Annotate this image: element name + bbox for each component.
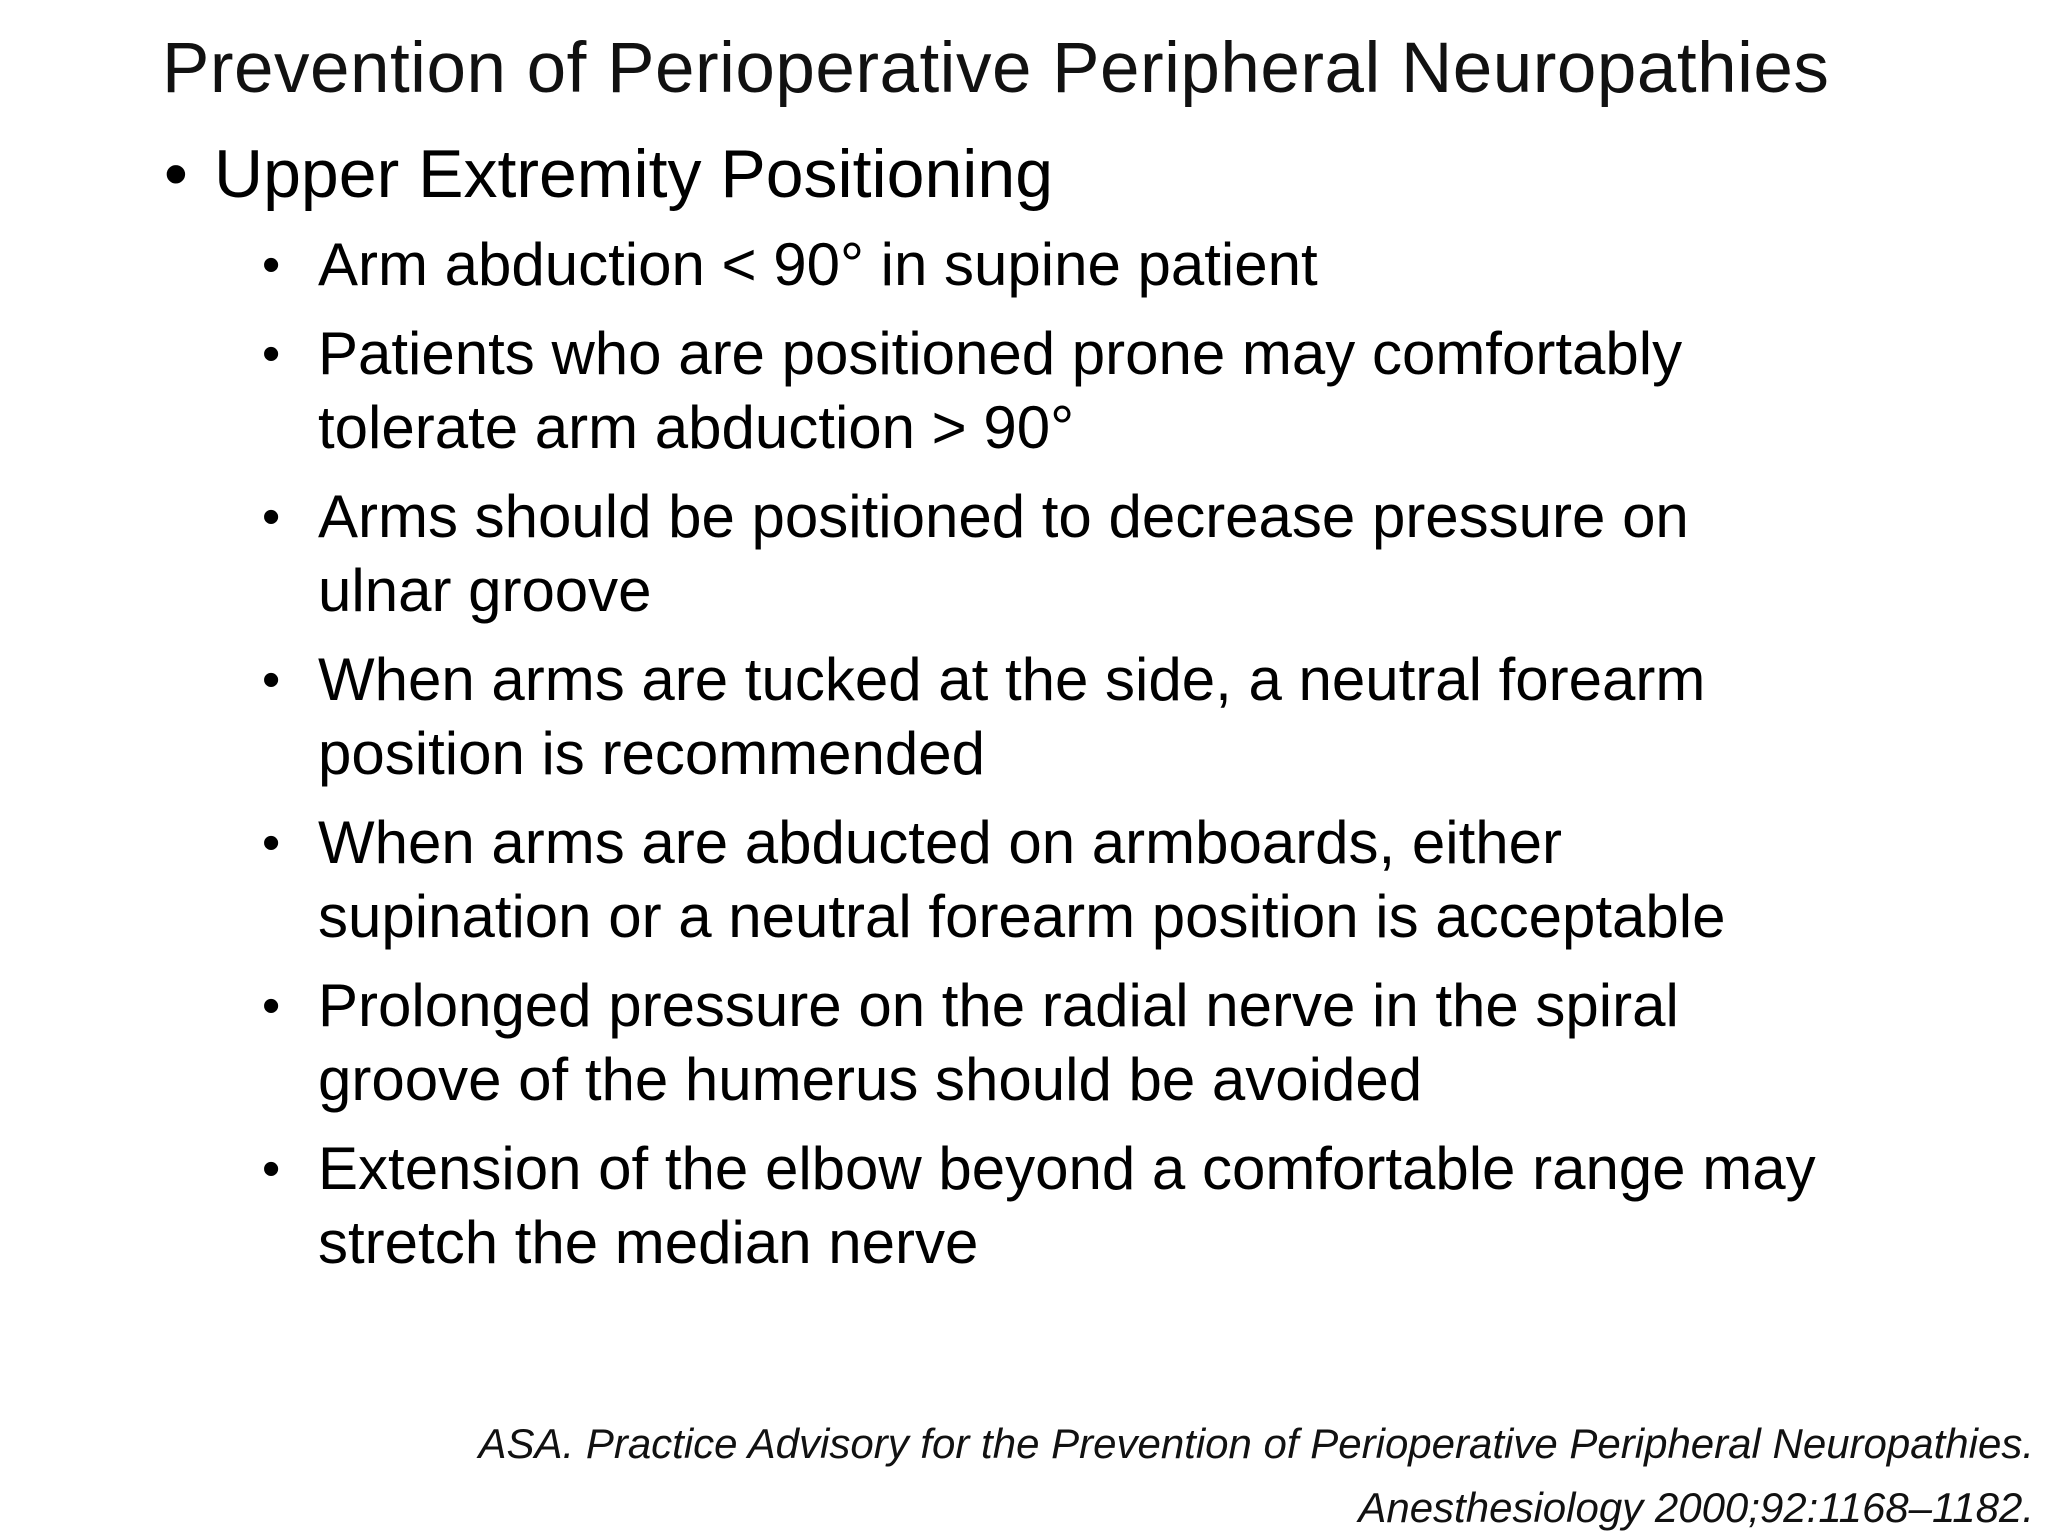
bullet-icon: • <box>262 977 281 1035</box>
list-item-line: Arm abduction < 90° in supine patient <box>318 231 1318 298</box>
list-item-line: Prolonged pressure on the radial nerve in the spiral <box>318 972 1679 1039</box>
heading-text: Upper Extremity Positioning <box>214 136 1054 212</box>
citation <box>478 1412 2034 1540</box>
bullet-icon: • <box>164 136 188 212</box>
list-item-line: Extension of the elbow beyond a comfortable range may <box>318 1135 1816 1202</box>
list-item <box>262 317 1962 465</box>
heading-bullet-item <box>164 134 1964 216</box>
list-item <box>262 806 1962 954</box>
list-item-line: stretch the median nerve <box>318 1209 979 1276</box>
list-item-line: When arms are abducted on armboards, either <box>318 809 1562 876</box>
slide-title: Prevention of Perioperative Peripheral Neuropathies <box>162 29 1830 108</box>
bullet-icon: • <box>262 814 281 872</box>
list-item <box>262 969 1962 1117</box>
list-item-line: ulnar groove <box>318 557 652 624</box>
sub-bullet-list <box>262 228 1962 1295</box>
list-item-line: tolerate arm abduction > 90° <box>318 394 1075 461</box>
bullet-icon: • <box>262 236 281 294</box>
bullet-icon: • <box>262 1140 281 1198</box>
list-item <box>262 228 1962 302</box>
citation-line-1: ASA. Practice Advisory for the Prevention of Perioperative Peripheral Neuropathies. <box>478 1420 2034 1467</box>
list-item-line: position is recommended <box>318 720 986 787</box>
list-item-line: Patients who are positioned prone may comfortably <box>318 320 1683 387</box>
list-item <box>262 643 1962 791</box>
bullet-icon: • <box>262 325 281 383</box>
bullet-icon: • <box>262 488 281 546</box>
list-item-line: Arms should be positioned to decrease pressure on <box>318 483 1689 550</box>
citation-line-2: Anesthesiology 2000;92:1168–1182. <box>1358 1484 2034 1531</box>
list-item-line: When arms are tucked at the side, a neutral forearm <box>318 646 1706 713</box>
list-item-line: groove of the humerus should be avoided <box>318 1046 1423 1113</box>
list-item <box>262 1132 1962 1280</box>
bullet-icon: • <box>262 651 281 709</box>
list-item <box>262 480 1962 628</box>
list-item-line: supination or a neutral forearm position is acceptable <box>318 883 1726 950</box>
